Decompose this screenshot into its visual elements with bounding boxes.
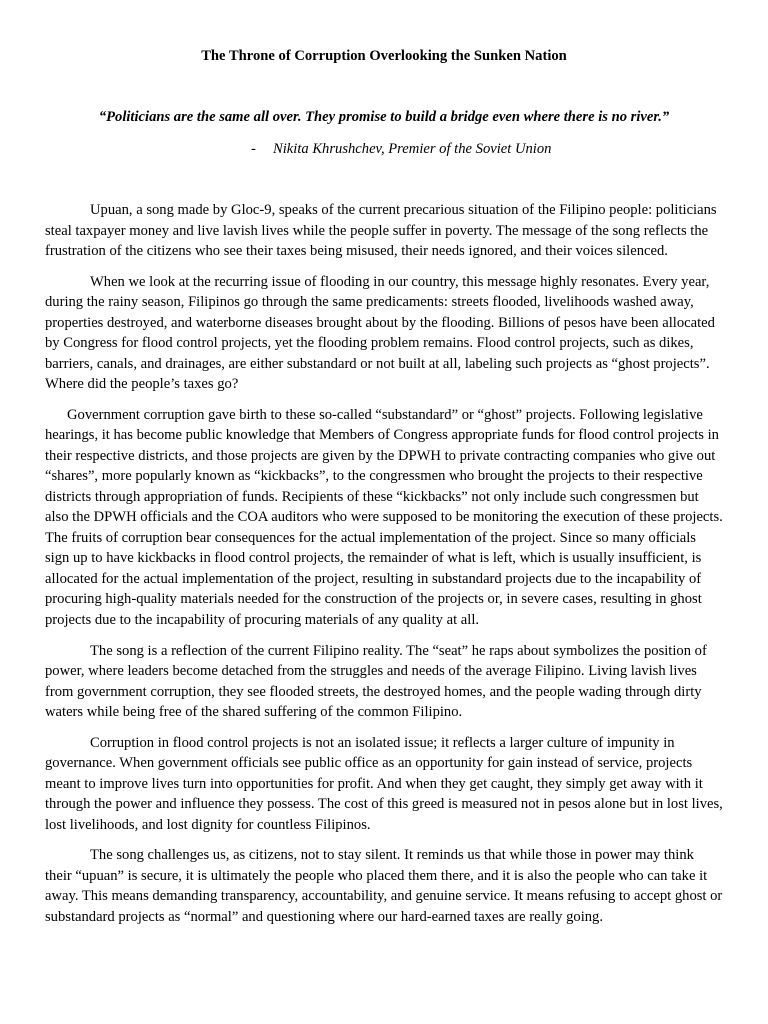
document-title: The Throne of Corruption Overlooking the Sunken Nation <box>201 48 567 64</box>
epigraph-attribution-line <box>251 139 551 159</box>
body-paragraph-3: Government corruption gave birth to these so-called “substandard” or “ghost” projects. Following legislative hearings, it has become public knowledge that Members of Congress appropriate funds for flood control projects in their respective districts, and those projects are given by the DPWH to private contracting companies who give out “shares”, more popularly known as “kickbacks”, to the congressmen who brought the projects to their respective districts through appropriation of funds. Recipients of these “kickbacks” not only include such congressmen but also the DPWH officials and the COA auditors who were supposed to be monitoring the execution of these projects. The fruits of corruption bear consequences for the actual implementation of the project. Since so many officials sign up to have kickbacks in flood control projects, the remainder of what is left, which is usually insufficient, is allocated for the actual implementation of the project, resulting in substandard projects due to the incapability of procuring high-quality materials needed for the construction of the projects or, in severe cases, resulting in ghost projects due to the incapability of procuring materials of any quality at all. <box>45 406 723 628</box>
document-body <box>45 200 723 938</box>
body-paragraph-2: When we look at the recurring issue of flooding in our country, this message highly resonates. Every year, during the rainy season, Filipinos go through the same predicaments: streets flooded, livelihoods washed away, properties destroyed, and waterborne diseases brought about by the flooding. Billions of pesos have been allocated by Congress for flood control projects, yet the flooding problem remains. Flood control projects, such as dikes, barriers, canals, and drainages, are either substandard or not built at all, labeling such projects as “ghost projects”. Where did the people’s taxes go? <box>45 273 715 393</box>
body-paragraph-1: Upuan, a song made by Gloc-9, speaks of the current precarious situation of the Filipino people: politicians steal taxpayer money and live lavish lives while the people suffer in poverty. The message of the song reflects the frustration of the citizens who see their taxes being misused, their needs ignored, and their voices silenced. <box>45 202 717 259</box>
epigraph-attribution: Nikita Khrushchev, Premier of the Soviet Union <box>273 141 552 157</box>
body-paragraph-6: The song challenges us, as citizens, not to stay silent. It reminds us that while those in power may think their “upuan” is secure, it is ultimately the people who placed them there, and it is also the people who can take it away. This means demanding transparency, accountability, and genuine service. It means refusing to accept ghost or substandard projects as “normal” and questioning where our hard-earned taxes are really going. <box>45 847 723 925</box>
body-paragraph-4: The song is a reflection of the current Filipino reality. The “seat” he raps about symbolizes the position of power, where leaders become detached from the struggles and needs of the average Filipino. Living lavish lives from government corruption, they see flooded streets, the destroyed homes, and the people wading through dirty waters while being free of the shared suffering of the common Filipino. <box>45 642 707 721</box>
body-paragraph-5: Corruption in flood control projects is not an isolated issue; it reflects a larger culture of impunity in governance. When government officials see public office as an opportunity for gain instead of service, projects meant to improve lives turn into opportunities for profit. And when they get caught, they simply get away with it through the power and influence they possess. The cost of this greed is measured not in pesos alone but in lost lives, lost livelihoods, and lost dignity for countless Filipinos. <box>45 734 723 833</box>
epigraph-quote: “Politicians are the same all over. They promise to build a bridge even where there is no river.” <box>98 109 670 125</box>
attribution-dash: - <box>251 141 256 157</box>
